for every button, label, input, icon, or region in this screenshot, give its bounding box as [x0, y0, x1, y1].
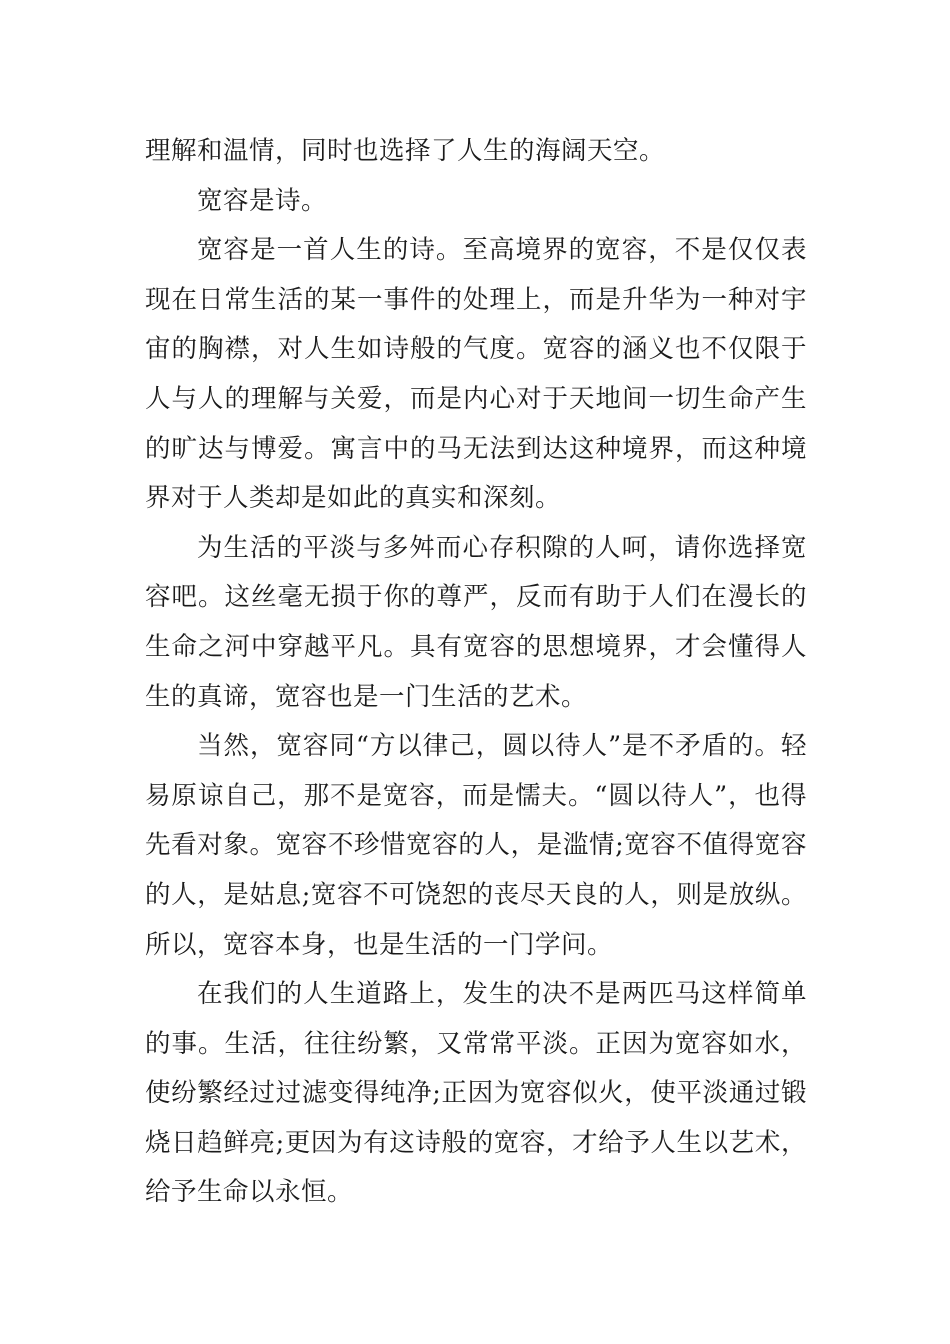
paragraph-5: 当然，宽容同“方以律己，圆以待人”是不矛盾的。轻易原谅自己，那不是宽容，而是懦夫。“圆以待人”，也得先看对象。宽容不珍惜宽容的人，是滥情;宽容不值得宽容的人，是姑息;宽容不可饶恕的丧尽天良的人，则是放纵。所以，宽容本身，也是生活的一门学问。 [145, 731, 807, 960]
paragraph-6: 在我们的人生道路上，发生的决不是两匹马这样简单的事。生活，往往纷繁，又常常平淡。正因为宽容如水，使纷繁经过过滤变得纯净;正因为宽容似火，使平淡通过锻烧日趋鲜亮;更因为有这诗般的宽容，才给予人生以艺术，给予生命以永恒。 [145, 979, 807, 1208]
body-text [145, 127, 807, 1218]
paragraph-4: 为生活的平淡与多舛而心存积隙的人呵，请你选择宽容吧。这丝毫无损于你的尊严，反而有助于人们在漫长的生命之河中穿越平凡。具有宽容的思想境界，才会懂得人生的真谛，宽容也是一门生活的艺术。 [145, 532, 807, 712]
paragraph-2: 宽容是诗。 [197, 185, 328, 216]
paragraph-1: 理解和温情，同时也选择了人生的海阔天空。 [145, 136, 666, 166]
paragraph-3: 宽容是一首人生的诗。至高境界的宽容，不是仅仅表现在日常生活的某一事件的处理上，而是升华为一种对宇宙的胸襟，对人生如诗般的气度。宽容的涵义也不仅限于人与人的理解与关爱，而是内心对于天地间一切生命产生的旷达与博爱。寓言中的马无法到达这种境界，而这种境界对于人类却是如此的真实和深刻。 [145, 235, 807, 514]
